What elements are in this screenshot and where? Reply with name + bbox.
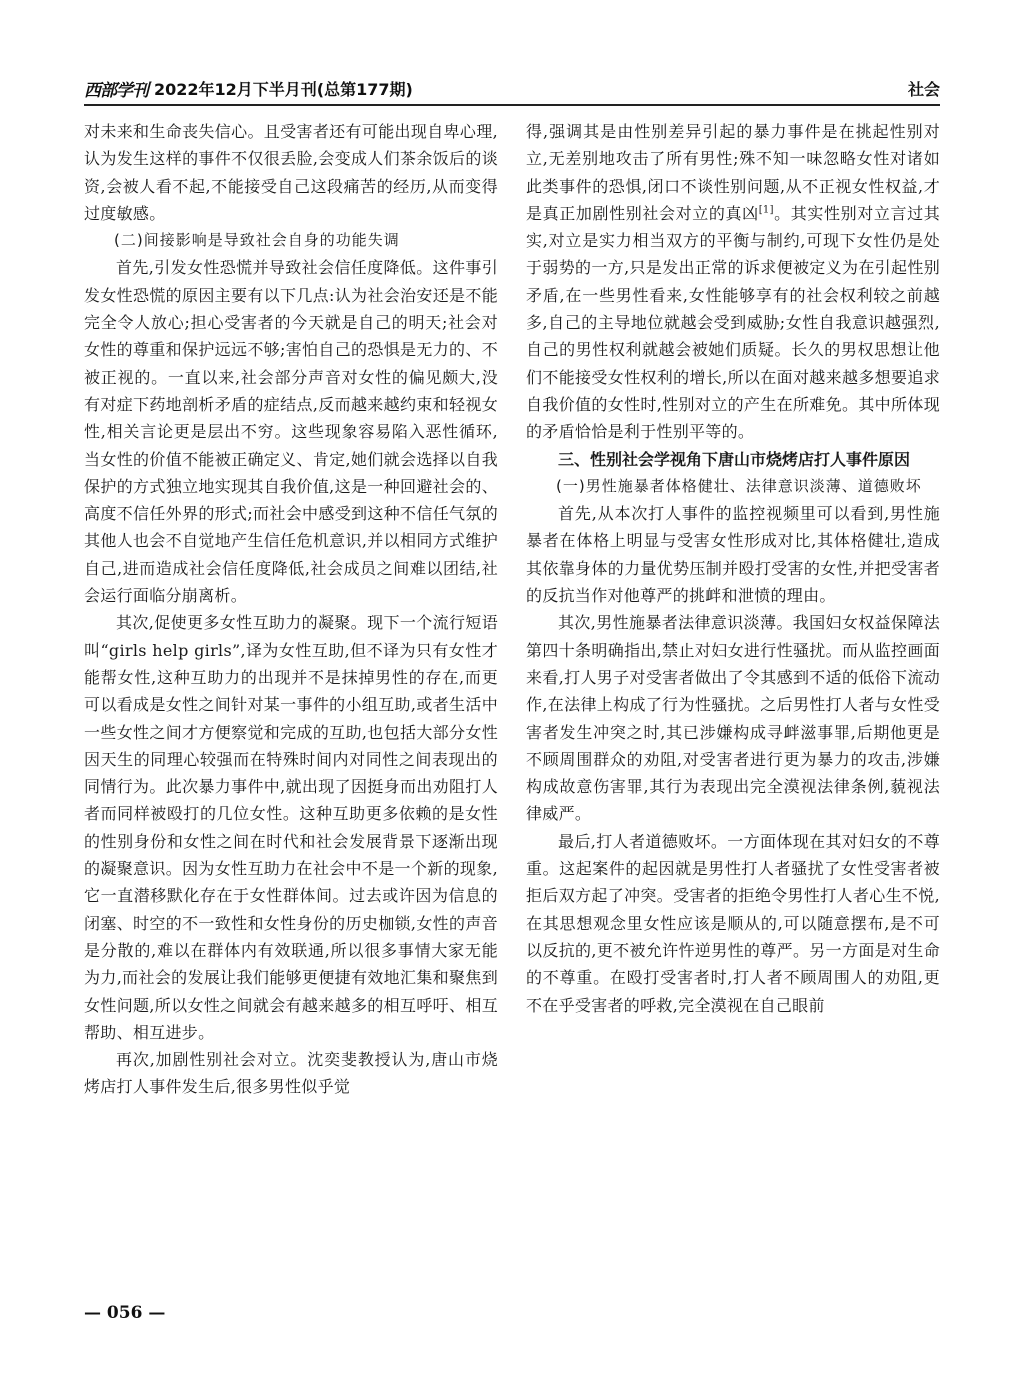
citation-ref: [1]	[758, 204, 774, 216]
issue-info: 2022年12月下半月刊(总第177期)	[154, 79, 413, 99]
paragraph-text: 。其实性别对立言过其实,对立是实力相当双方的平衡与制约,可现下女性仍是处于弱势的一方,只是发出正常的诉求便被定义为在引起性别矛盾,在一些男性看来,女性能够享有的社会权利较之前越多,自己的主导地位就越会受到威胁;女性自我意识越强烈,自己的男性权利就越会被她们质疑。长久的男权思想让他们不能接受女性权利的增长,所以在面对越来越多想要追求自我价值的女性时,性别对立的产生在所难免。其中所体现的矛盾恰恰是利于性别平等的。	[526, 203, 940, 442]
left-column	[84, 118, 498, 1298]
section-heading: 三、性别社会学视角下唐山市烧烤店打人事件原因	[558, 449, 911, 469]
paragraph: 其次,男性施暴者法律意识淡薄。我国妇女权益保障法第四十条明确指出,禁止对妇女进行性骚扰。而从监控画面来看,打人男子对受害者做出了令其感到不适的低俗下流动作,在法律上构成了行为性骚扰。之后男性打人者与女性受害者发生冲突之时,其已涉嫌构成寻衅滋事罪,后期他更是不顾周围群众的劝阻,对受害者进行更为暴力的攻击,涉嫌构成故意伤害罪,其行为表现出完全漠视法律条例,藐视法律威严。	[526, 613, 940, 824]
section-label: 社会	[907, 79, 940, 99]
paragraph: 首先,引发女性恐慌并导致社会信任度降低。这件事引发女性恐慌的原因主要有以下几点:认为社会治安还是不能完全令人放心;担心受害者的今天就是自己的明天;社会对女性的尊重和保护远远不够;害怕自己的恐惧是无力的、不被正视的。一直以来,社会部分声音对女性的偏见颇大,没有对症下药地剖析矛盾的症结点,反而越来越约束和轻视女性,相关言论更是层出不穷。这些现象容易陷入恶性循环,当女性的价值不能被正确定义、肯定,她们就会选择以自我保护的方式独立地实现其自我价值,这是一种回避社会的、高度不信任外界的形式;而社会中感受到这种不信任气氛的其他人也会不自觉地产生信任危机意识,并以相同方式维护自己,进而造成社会信任度降低,社会成员之间难以团结,社会运行面临分崩离析。	[84, 258, 498, 606]
header-left	[84, 76, 413, 101]
running-header	[84, 74, 940, 102]
subsection-heading: (二)间接影响是导致社会自身的功能失调	[114, 231, 400, 250]
paragraph-text: 得,强调其是由性别差异引起的暴力事件是在挑起性别对立,无差别地攻击了所有男性;殊不知一味忽略女性对诸如此类事件的恐惧,闭口不谈性别问题,从不正视女性权益,才是真正加剧性别社会对立的真凶	[526, 122, 940, 223]
paragraph	[526, 118, 940, 446]
header-rule	[84, 104, 940, 106]
paragraph: 对未来和生命丧失信心。且受害者还有可能出现自卑心理,认为发生这样的事件不仅很丢脸,会变成人们茶余饭后的谈资,会被人看不起,不能接受自己这段痛苦的经历,从而变得过度敏感。	[84, 122, 498, 223]
paragraph: 最后,打人者道德败坏。一方面体现在其对妇女的不尊重。这起案件的起因就是男性打人者骚扰了女性受害者被拒后双方起了冲突。受害者的拒绝令男性打人者心生不悦,在其思想观念里女性应该是顺从的,可以随意摆布,是不可以反抗的,更不被允许忤逆男性的尊严。另一方面是对生命的不尊重。在殴打受害者时,打人者不顾周围人的劝阻,更不在乎受害者的呼救,完全漠视在自己眼前	[526, 831, 940, 1015]
page-number: — 056 —	[84, 1303, 166, 1323]
journal-logo: 西部学刊	[84, 80, 148, 101]
paragraph: 再次,加剧性别社会对立。沈奕斐教授认为,唐山市烧烤店打人事件发生后,很多男性似乎觉	[84, 1050, 498, 1097]
subsection-heading: (一)男性施暴者体格健壮、法律意识淡薄、道德败坏	[556, 476, 922, 495]
paragraph: 其次,促使更多女性互助力的凝聚。现下一个流行短语叫“girls help girls”,译为女性互助,但不译为只有女性才能帮女性,这种互助力的出现并不是抹掉男性的存在,而更可以看成是女性之间针对某一事件的小组互助,或者生活中一些女性之间才方便察觉和完成的互助,也包括大部分女性因天生的同理心较强而在特殊时间内对同性之间表现出的同情行为。此次暴力事件中,就出现了因挺身而出劝阻打人者而同样被殴打的几位女性。这种互助更多依赖的是女性的性别身份和女性之间在时代和社会发展背景下逐渐出现的凝聚意识。因为女性互助力在社会中不是一个新的现象,它一直潜移默化存在于女性群体间。过去或许因为信息的闭塞、时空的不一致性和女性身份的历史枷锁,女性的声音是分散的,难以在群体内有效联通,所以很多事情大家无能为力,而社会的发展让我们能够更便捷有效地汇集和聚焦到女性问题,所以女性之间就会有越来越多的相互呼吁、相互帮助、相互进步。	[84, 613, 498, 1042]
paragraph: 首先,从本次打人事件的监控视频里可以看到,男性施暴者在体格上明显与受害女性形成对比,其体格健壮,造成其依靠身体的力量优势压制并殴打受害的女性,并把受害者的反抗当作对他尊严的挑衅和泄愤的理由。	[526, 504, 940, 606]
body-columns	[84, 118, 940, 1298]
right-column	[526, 118, 940, 1298]
